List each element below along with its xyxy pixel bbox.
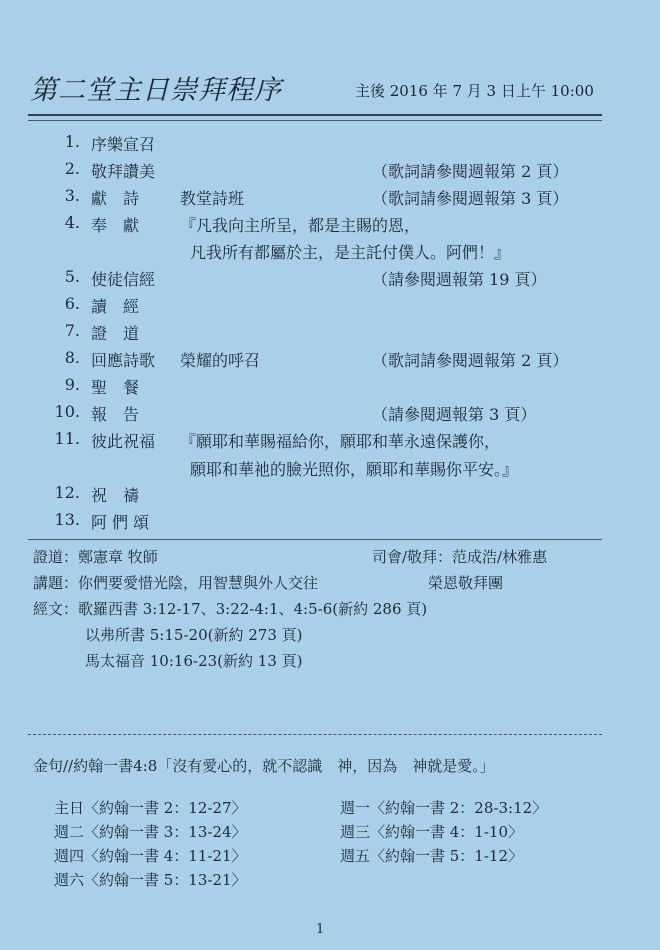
program-item xyxy=(0,510,620,534)
program-item-note: （歌詞請參閱週報第 2 頁） xyxy=(372,351,569,370)
program-item-number: 2. xyxy=(64,159,80,178)
program-item xyxy=(0,348,620,372)
worship-team: 榮恩敬拜團 xyxy=(428,574,504,592)
program-item-number: 1. xyxy=(64,132,80,151)
reading-monday: 週一〈約翰一書 2：28-3:12〉 xyxy=(340,799,548,817)
program-item-detail: 榮耀的呼召 xyxy=(180,351,261,370)
program-item xyxy=(0,159,620,183)
reading-tuesday: 週二〈約翰一書 3：13-24〉 xyxy=(54,823,247,841)
reading-thursday: 週四〈約翰一書 4：11-21〉 xyxy=(54,847,247,865)
program-item-name: 獻 詩 xyxy=(91,189,140,208)
program-item-number: 4. xyxy=(64,213,80,232)
header-divider-top xyxy=(28,114,602,116)
scripture-3: 馬太福音 10:16-23(新約 13 頁) xyxy=(85,652,303,670)
program-item xyxy=(0,402,620,426)
program-item-note: （歌詞請參閱週報第 3 頁） xyxy=(372,189,569,208)
sermon-title: 講題：你們要愛惜光陰，用智慧與外人交往 xyxy=(33,574,319,592)
scripture-2: 以弗所書 5:15-20(新約 273 頁) xyxy=(85,626,303,644)
program-item-name: 奉 獻 xyxy=(91,216,140,235)
offering-continuation: 凡我所有都屬於主，是主託付僕人。阿們！』 xyxy=(190,243,511,262)
program-item-name: 序樂宣召 xyxy=(91,135,156,154)
page-title: 第二堂主日崇拜程序 xyxy=(30,75,282,106)
program-item-number: 10. xyxy=(54,402,80,421)
header-divider-bottom xyxy=(28,120,602,121)
program-item xyxy=(0,267,620,291)
program-item-name: 報 告 xyxy=(91,405,140,424)
program-item-number: 5. xyxy=(64,267,80,286)
reading-wednesday: 週三〈約翰一書 4：1-10〉 xyxy=(340,823,524,841)
program-item-name: 回應詩歌 xyxy=(91,351,156,370)
program-divider xyxy=(28,539,602,540)
program-item-note: （請參閱週報第 19 頁） xyxy=(372,270,547,289)
program-item xyxy=(0,213,620,237)
program-item xyxy=(0,132,620,156)
program-item xyxy=(0,483,620,507)
program-item xyxy=(0,294,620,318)
program-item xyxy=(0,375,620,399)
preacher: 證道：鄭憲章 牧師 xyxy=(33,548,158,566)
service-leaders: 司會/敬拜：范成浩/林雅惠 xyxy=(372,548,548,566)
scripture-1: 經文：歌羅西書 3:12-17、3:22-4:1、4:5-6(新約 286 頁) xyxy=(33,600,428,618)
program-item-name: 證 道 xyxy=(91,324,140,343)
program-item-name: 聖 餐 xyxy=(91,378,140,397)
golden-verse: 金句//約翰一書4:8「沒有愛心的，就不認識 神，因為 神就是愛。」 xyxy=(33,757,495,775)
reading-friday: 週五〈約翰一書 5：1-12〉 xyxy=(340,847,524,865)
page-number: 1 xyxy=(316,922,325,937)
program-item-name: 讀 經 xyxy=(91,297,140,316)
service-date: 主後 2016 年 7 月 3 日上午 10:00 xyxy=(355,82,594,100)
program-item xyxy=(0,186,620,210)
blessing-continuation: 願耶和華祂的臉光照你，願耶和華賜你平安。』 xyxy=(190,460,519,479)
program-item-name: 彼此祝福 xyxy=(91,432,156,451)
program-item-number: 3. xyxy=(64,186,80,205)
program-item-name: 祝 禱 xyxy=(91,486,140,505)
program-item-note: （請參閱週報第 3 頁） xyxy=(372,405,537,424)
program-item-number: 6. xyxy=(64,294,80,313)
program-item xyxy=(0,321,620,345)
program-item-number: 7. xyxy=(64,321,80,340)
program-item-detail: 『凡我向主所呈，都是主賜的恩， xyxy=(180,216,421,235)
program-item-name: 敬拜讚美 xyxy=(91,162,156,181)
reading-saturday: 週六〈約翰一書 5：13-21〉 xyxy=(54,871,247,889)
program-item-name: 阿 們 頌 xyxy=(91,513,150,532)
program-item-detail: 『願耶和華賜福給你，願耶和華永遠保護你， xyxy=(180,432,501,451)
program-item-number: 11. xyxy=(54,429,80,448)
program-item-number: 13. xyxy=(54,510,80,529)
program-item-number: 8. xyxy=(64,348,80,367)
program-item-note: （歌詞請參閱週報第 2 頁） xyxy=(372,162,569,181)
dashed-divider xyxy=(28,734,602,735)
program-item-name: 使徒信經 xyxy=(91,270,156,289)
program-item xyxy=(0,429,620,453)
program-item-number: 12. xyxy=(54,483,80,502)
reading-sunday: 主日〈約翰一書 2：12-27〉 xyxy=(54,799,247,817)
program-item-number: 9. xyxy=(64,375,80,394)
program-item-detail: 教堂詩班 xyxy=(180,189,245,208)
